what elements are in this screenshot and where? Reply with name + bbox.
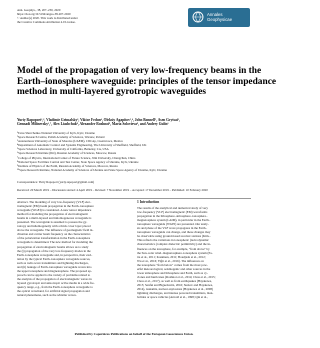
intro-line: tra et al., 2011; Koskinen, 2011; Boudjada et al., 2012; [137, 254, 206, 259]
header-meta [17, 8, 157, 24]
intro-line: be observable using ground-based receiver stations (Kim... [137, 234, 211, 239]
abstract-line: quency range, e.g., from the Earth–ionosphere waveguide to [17, 284, 93, 289]
abstract-line: tation by the typical Earth–ionosphere waveguide sources, [17, 256, 91, 261]
intro-line: bolides or space vehicles (Arnold et al., 1998; Qin et al., [137, 295, 208, 300]
affiliation-item: ³Autonomous University of State of Morelos (UAEM), CIICAp, Cuernavaca, Mexico [17, 139, 124, 144]
journal-logo[interactable] [188, 8, 250, 27]
logo-line-1: Annales [207, 12, 223, 17]
author-line: Yuriy Rapoport¹,², Vladimir Grimalsky³, Viktor Fedun⁴, Oleksiy Agapitov⁵,⁶, John Bonnell⁵, Asen Grytsai¹, [17, 118, 180, 122]
abstract-line: above the waveguide. The influence of geomagnetic field in- [17, 228, 94, 233]
affiliation-item: ⁹Institute of Physics of the Earth, Russian Academy of Sciences, Moscow, Russia [17, 163, 118, 168]
intro-line: low-frequency (VLF) electromagnetic (EM) waveforms [137, 210, 208, 215]
abstract-line: Earth–ionosphere waveguide and, in perspective, their exci- [17, 252, 93, 257]
logo-line-2: Geophysicae [207, 17, 233, 23]
intro-line: lightning discharges, and intense powered transmitters, man- [137, 291, 214, 296]
publication-dates: Received: 20 March 2019 – Discussion started: 4 April 2019 – Revised: 7 November 2019 – Accepted: 17 December 2019 – Published: 10 February 2020 [17, 188, 208, 192]
abstract-line: propagation of electromagnetic beams allows us to study [17, 244, 89, 249]
abstract-line: waveguide (WGEI) is considered. A new tensor impedance [17, 208, 92, 213]
journal-citation: Ann. Geophys., 38, 207–230, 2020 [17, 8, 61, 12]
abstract-line: of the polarization transformation in the Earth–ionosphere [17, 236, 91, 241]
globe-icon [192, 11, 204, 23]
intro-line: The results of the analytical and numerical study of very [137, 206, 208, 211]
abstract-line: method for modeling the propagation of electromagnetic [17, 212, 89, 217]
paper-title [17, 66, 277, 98]
affiliations [17, 131, 251, 172]
abstract-line: the upper ionosphere and magnetosphere. The proposed ap- [17, 268, 92, 273]
abstract-line: such as radio wave transmitters and lightning discharges, [17, 260, 89, 265]
affiliation-item: ⁵Space Sciences Laboratory, University of California, Berkeley, CA, USA [17, 147, 109, 152]
intro-line: sis and phase of the VLF wave propagates in the Earth– [137, 226, 208, 231]
intro-line: fluences on the ionosphere, for example, "from above" by [137, 246, 210, 251]
abstract-line: the (i) propagation of the very low-frequency modes in the [17, 248, 91, 253]
intro-line: the Sun–solar wind–magnetosphere–ionosphere system (Pa- [137, 250, 213, 255]
abstract-line: clination and carrier beam frequency on the characteristics [17, 232, 91, 237]
abstract-line: proach can be applied to the variety of problems related to [17, 272, 91, 277]
title-line: Earth–ionosphere waveguide: principles of the tensor impedance [17, 76, 277, 87]
title-line: Model of the propagation of very low-frequency beams in the [17, 66, 262, 76]
intro-line: Wu et al., 2016; Yiğit et al., 2016). The influences on [137, 258, 204, 263]
abstract-line: waveguide is determined. The new method for modeling the [17, 240, 93, 245]
affiliation-item: ⁷College of Physics, International Center of Future Science, Jilin University, Changchun, China [17, 155, 136, 160]
abstract-line: tromagnetic (EM) beam propagation in the Earth–ionosphere [17, 204, 94, 209]
abstract-line: the optical waveband, for artificial signal propagation and [17, 289, 90, 294]
license-text: the Creative Commons Attribution 4.0 License. [17, 20, 76, 25]
intro-line: ionosphere waveguide can change, and these changes may [137, 230, 211, 235]
intro-line: This reflects the variations in ionospheric (lectrodynamic [137, 238, 209, 243]
intro-line: magnetosphere system (LAIM), in particular in the Earth– [137, 218, 211, 223]
author-line: Gennadi Milinevsky¹,⁷, Alex Liashchuk⁸, Alexander Rozhnoi⁹, Maria Solovieva⁹, and Andrey Gulin¹ [17, 122, 169, 127]
doi-link[interactable]: https://doi.org/10.5194/angeo-38-207-2020 [17, 12, 71, 17]
affiliation-item: ⁶Space Research Institute (IKI), Russian Academy of Sciences, Moscow, Russia [17, 151, 117, 156]
intro-line: clones and hurricanes (Rozhnoi et al., 2014; Chou et al., 2015; [137, 274, 216, 279]
copyright-text: © Author(s) 2020. This work is distributed under [17, 16, 78, 21]
intro-line: 2015; Sanfui and Biguelswitz, 2016; Surkov and Hayakawa, [137, 282, 213, 287]
abstract-line: natural phenomena, such as the whistler waves. [17, 293, 77, 298]
abstract-column [17, 200, 129, 297]
abstract-line: rotropy and inhomogeneity with a thick cover layer placed [17, 224, 91, 229]
abstract-line: the analysis of the propagation of electromagnetic waves in [17, 276, 92, 281]
correspondence: Correspondence: Yuriy Rapoport (yuriy.rapoport@gmail.com) [17, 180, 95, 184]
affiliation-item: ¹Taras Shevchenko National University of Kyiv, Kyiv, Ukraine [17, 131, 95, 135]
intro-line: lower atmosphere and lithosphere and Earth, such as cy- [137, 270, 208, 275]
abstract-line: presented. The waveguide is assumed to possess the gy- [17, 220, 88, 225]
affiliation-item: ²Space Research Centre, Polish Academy of Sciences, Warsaw, Poland [17, 135, 105, 140]
intro-line: erful meteorological, seismogenic and other sources in the [137, 266, 211, 271]
affiliation-item: ⁴Department of Automatic Control and Systems Engineering, The University of Sheffield, Sheffield, UK [17, 143, 147, 148]
affiliation-item: ¹⁰Space Research Institute, National Academy of Sciences of Ukraine and State Space Agency of Ukraine, Kyiv, Ukraine [17, 167, 167, 172]
abstract-line: Abstract. The modeling of very low-frequency (VLF) elec- [17, 200, 92, 204]
intro-line: 2014), tsunamis, nuclear explosions (Hayakawa et al., 2008) [137, 286, 213, 291]
intro-line: Chou et al., 2017), as well as from earthquakes (Hayakawa, [137, 278, 212, 283]
section-heading: 1 Introduction [137, 200, 160, 204]
affiliation-item: ⁸National Space Facilities Control and Test Center, State Space Agency of Ukraine, Kyiv, Ukraine [17, 159, 139, 164]
abstract-line: and (ii) leakage of Earth–ionosphere waveguide waves into [17, 264, 92, 269]
introduction-column [137, 200, 251, 299]
publisher-footer: Published by Copernicus Publications on behalf of the European Geosciences Union. [74, 332, 194, 336]
intro-line: propagation in the lithosphere–atmosphere–ionosphere– [137, 214, 208, 219]
abstract-line: layered gyrotropic and anisotropic active media in a wide fre- [17, 280, 95, 285]
divider [17, 198, 251, 199]
abstract-line: beams in a multi-layered and inhomogeneous waveguide is [17, 216, 92, 221]
intro-line: characteristics (complex dielectric permittivity) and the in- [137, 242, 211, 247]
intro-line: ionosphere waveguide (WGEI) are presented. Our analy- [137, 222, 209, 227]
author-list [17, 118, 251, 127]
intro-line: the ionosphere "from below" comes from the most pow- [137, 262, 208, 267]
title-line: method in multi-layered gyrotropic waveguides [17, 87, 207, 98]
